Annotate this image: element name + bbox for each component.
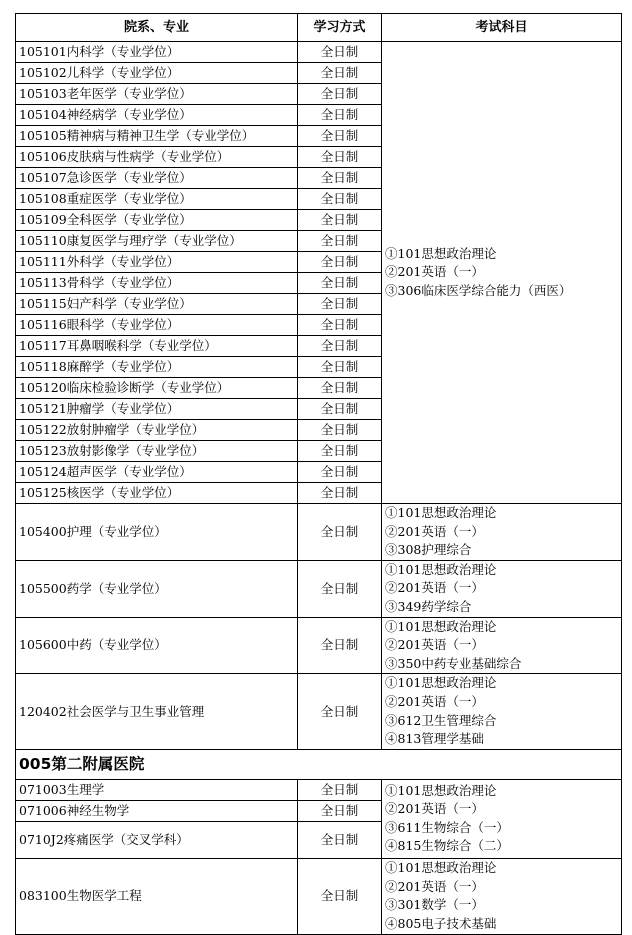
major-cell: 105101内科学（专业学位） [16,42,298,63]
header-mode: 学习方式 [298,14,382,42]
major-cell: 105113骨科学（专业学位） [16,273,298,294]
subjects-cell [382,42,622,504]
major-cell: 105107急诊医学（专业学位） [16,168,298,189]
mode-cell: 全日制 [298,821,382,858]
subject-line: ③349药学综合 [385,598,472,614]
major-cell: 105125核医学（专业学位） [16,483,298,504]
subjects-cell [382,617,622,674]
section-row [16,749,622,779]
mode-cell: 全日制 [298,483,382,504]
mode-cell: 全日制 [298,42,382,63]
mode-cell: 全日制 [298,315,382,336]
table-row [16,617,622,674]
subject-line: ①101思想政治理论 [385,618,497,634]
subject-line: ①101思想政治理论 [385,561,497,577]
major-cell: 105104神经病学（专业学位） [16,105,298,126]
subjects-cell [382,779,622,858]
major-cell: 105110康复医学与理疗学（专业学位） [16,231,298,252]
mode-cell: 全日制 [298,378,382,399]
subject-line: ②201英语（一） [385,801,484,817]
mode-cell: 全日制 [298,504,382,561]
major-cell: 120402社会医学与卫生事业管理 [16,674,298,749]
mode-cell: 全日制 [298,462,382,483]
major-cell: 083100生物医学工程 [16,858,298,934]
subject-line: ②201英语（一） [385,693,484,709]
admission-table [15,13,622,935]
table-row [16,779,622,800]
subject-line: ①101思想政治理论 [385,505,497,520]
mode-cell: 全日制 [298,273,382,294]
mode-cell: 全日制 [298,800,382,821]
table-row [16,858,622,934]
subject-line: ②201英语（一） [385,580,484,596]
subject-line: ③301数学（一） [385,897,484,913]
mode-cell: 全日制 [298,126,382,147]
mode-cell: 全日制 [298,441,382,462]
mode-cell: 全日制 [298,105,382,126]
major-cell: 105106皮肤病与性病学（专业学位） [16,147,298,168]
subject-line: ④805电子技术基础 [385,915,497,931]
major-cell: 105111外科学（专业学位） [16,252,298,273]
table-row [16,42,622,63]
major-cell: 105600中药（专业学位） [16,617,298,674]
mode-cell: 全日制 [298,231,382,252]
mode-cell: 全日制 [298,252,382,273]
mode-cell: 全日制 [298,84,382,105]
subject-line: ③612卫生管理综合 [385,712,497,728]
subjects-cell [382,504,622,561]
subjects-cell [382,858,622,934]
subject-line: ③611生物综合（一） [385,819,509,835]
major-cell: 105103老年医学（专业学位） [16,84,298,105]
table-row [16,674,622,749]
table-row [16,560,622,617]
header-subjects: 考试科目 [382,14,622,42]
mode-cell: 全日制 [298,336,382,357]
mode-cell: 全日制 [298,168,382,189]
major-cell: 105102儿科学（专业学位） [16,63,298,84]
major-cell: 105120临床检验诊断学（专业学位） [16,378,298,399]
table-row [16,504,622,561]
subject-line: ④813管理学基础 [385,731,484,747]
major-cell: 105108重症医学（专业学位） [16,189,298,210]
mode-cell: 全日制 [298,63,382,84]
mode-cell: 全日制 [298,560,382,617]
subjects-cell [382,560,622,617]
section-title: 005第二附属医院 [16,749,622,779]
major-cell: 105400护理（专业学位） [16,504,298,561]
subject-line: ①101思想政治理论 [385,860,497,876]
major-cell: 0710J2疼痛医学（交叉学科） [16,821,298,858]
subject-line: ③306临床医学综合能力（西医） [385,282,572,298]
major-cell: 071006神经生物学 [16,800,298,821]
subject-line: ④815生物综合（二） [385,838,509,854]
mode-cell: 全日制 [298,858,382,934]
major-cell: 105122放射肿瘤学（专业学位） [16,420,298,441]
subject-line: ②201英语（一） [385,637,484,653]
subject-line: ②201英语（一） [385,264,484,280]
mode-cell: 全日制 [298,779,382,800]
subject-line: ①101思想政治理论 [385,245,497,261]
subject-line: ①101思想政治理论 [385,675,497,691]
mode-cell: 全日制 [298,147,382,168]
mode-cell: 全日制 [298,189,382,210]
mode-cell: 全日制 [298,294,382,315]
major-cell: 105121肿瘤学（专业学位） [16,399,298,420]
subject-line: ①101思想政治理论 [385,782,497,798]
mode-cell: 全日制 [298,210,382,231]
major-cell: 105124超声医学（专业学位） [16,462,298,483]
subject-line: ②201英语（一） [385,523,484,539]
subject-line: ③350中药专业基础综合 [385,655,522,671]
subject-line: ②201英语（一） [385,878,484,894]
major-cell: 105105精神病与精神卫生学（专业学位） [16,126,298,147]
subject-line: ③308护理综合 [385,542,472,558]
major-cell: 105109全科医学（专业学位） [16,210,298,231]
major-cell: 105116眼科学（专业学位） [16,315,298,336]
major-cell: 071003生理学 [16,779,298,800]
mode-cell: 全日制 [298,357,382,378]
header-dept: 院系、专业 [16,14,298,42]
major-cell: 105118麻醉学（专业学位） [16,357,298,378]
major-cell: 105500药学（专业学位） [16,560,298,617]
mode-cell: 全日制 [298,617,382,674]
mode-cell: 全日制 [298,674,382,749]
mode-cell: 全日制 [298,399,382,420]
major-cell: 105117耳鼻咽喉科学（专业学位） [16,336,298,357]
subjects-cell [382,674,622,749]
major-cell: 105115妇产科学（专业学位） [16,294,298,315]
mode-cell: 全日制 [298,420,382,441]
major-cell: 105123放射影像学（专业学位） [16,441,298,462]
